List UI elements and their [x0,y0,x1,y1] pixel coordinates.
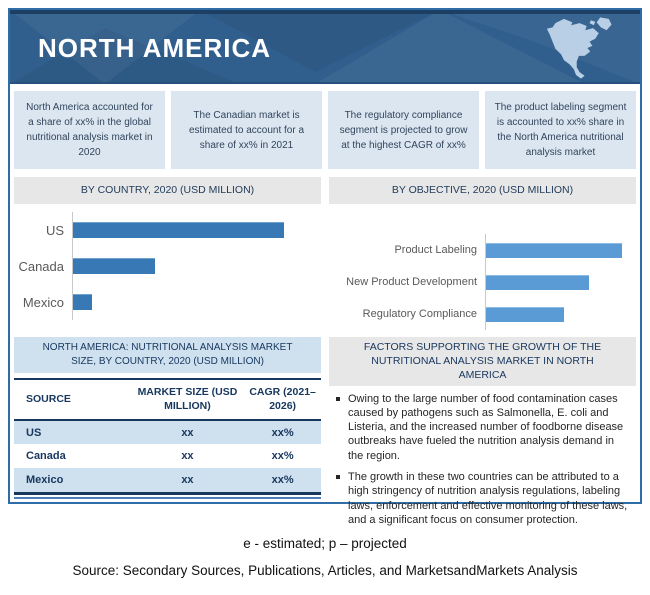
highlight-text: North America accounted for a share of xx% in the global nutritional analysis market in 2020 [26,102,153,158]
bar-new-product-development [486,275,589,290]
north-america-map-icon [544,16,618,80]
bar-canada [73,258,155,274]
chart-title-row [14,177,636,204]
category-label: Canada [18,258,64,274]
highlight-box-canada-2021 [171,91,322,169]
charts-row [14,204,636,334]
factor-bullet-regulations: The growth in these two countries can be attributed to a high stringency of nutrition analysis regulations, labeling laws, enforcement and effective monitoring of these laws, and a significant focus on consumer protection. [335,470,632,527]
highlight-text: The regulatory compliance segment is projected to grow at the highest CAGR of xx% [339,109,468,151]
bar-track [72,212,284,248]
bar-mexico [73,294,92,310]
bar-row-canada [14,248,321,284]
bar-track [72,284,284,320]
table-title: NORTH AMERICA: NUTRITIONAL ANALYSIS MARKET SIZE, BY COUNTRY, 2020 (USD MILLION) [14,337,321,373]
category-label: US [45,222,64,238]
factors-title: FACTORS SUPPORTING THE GROWTH OF THE NUTRITIONAL ANALYSIS MARKET IN NORTH AMERICA [329,337,636,386]
highlight-box-row [14,91,636,169]
category-label: New Product Development [346,276,477,288]
highlight-text: The product labeling segment is accounted to xx% share in the North America nutritional analysis market [494,102,627,158]
source-attribution: Source: Secondary Sources, Publications, Articles, and MarketsandMarkets Analysis [72,563,578,578]
region-banner [10,10,640,84]
bar-row-regulatory-compliance [329,298,636,330]
bar-row-product-labeling [329,234,636,266]
bottom-row [14,337,636,534]
cell-market-size: xx [181,450,194,463]
bar-us [73,222,284,238]
cell-source: Mexico [26,474,64,487]
bar-row-us [14,212,321,248]
highlight-box-regulatory-cagr [328,91,479,169]
footnote-estimated-projected: e - estimated; p – projected [243,536,407,551]
market-size-table [14,378,321,492]
banner-top-strip [10,10,640,14]
table-bottom-border-accent [14,497,321,499]
bar-chart-by-objective [329,204,636,334]
bar-track [485,298,622,330]
content-frame [8,8,642,526]
bar-chart-by-country [14,204,321,334]
col-header-source: SOURCE [26,392,71,405]
bar-row-mexico [14,284,321,320]
col-header-market-size: MARKET SIZE (USD MILLION) [137,386,238,412]
bar-track [485,266,622,298]
col-header-cagr: CAGR (2021–2026) [249,386,316,412]
chart-title-by-country: BY COUNTRY, 2020 (USD MILLION) [14,177,321,204]
market-size-table-panel [14,337,321,499]
cell-cagr: xx% [271,426,294,439]
growth-factors-panel [329,337,636,534]
table-header-row [14,379,321,420]
bar-row-new-product-development [329,266,636,298]
category-label: Mexico [22,294,64,310]
bar-product-labeling [486,243,622,258]
cell-market-size: xx [181,474,194,487]
bar-track [485,234,622,266]
cell-cagr: xx% [271,474,294,487]
highlight-text: The Canadian market is estimated to account for a share of xx% in 2021 [188,109,305,151]
table-row-canada [14,444,321,468]
cell-source: Canada [26,450,66,463]
cell-source: US [26,426,42,439]
factor-bullet-contamination: Owing to the large number of food contamination cases caused by pathogens such as Salmonella, E. coli and Listeria, and the increased number of foodborne disease outbreaks have fueled the nutrition analysis demand in the region. [335,392,632,463]
bar-regulatory-compliance [486,307,564,322]
table-row-mexico [14,468,321,492]
highlight-box-share-2020 [14,91,165,169]
bar-track [72,248,284,284]
category-label: Product Labeling [394,244,477,256]
page-title: NORTH AMERICA [38,32,272,63]
cell-market-size: xx [181,426,194,439]
factors-list [329,392,636,528]
cell-cagr: xx% [271,450,294,463]
table-row-us [14,420,321,444]
highlight-box-product-labeling [485,91,636,169]
category-label: Regulatory Compliance [362,308,477,320]
chart-title-by-objective: BY OBJECTIVE, 2020 (USD MILLION) [329,177,636,204]
